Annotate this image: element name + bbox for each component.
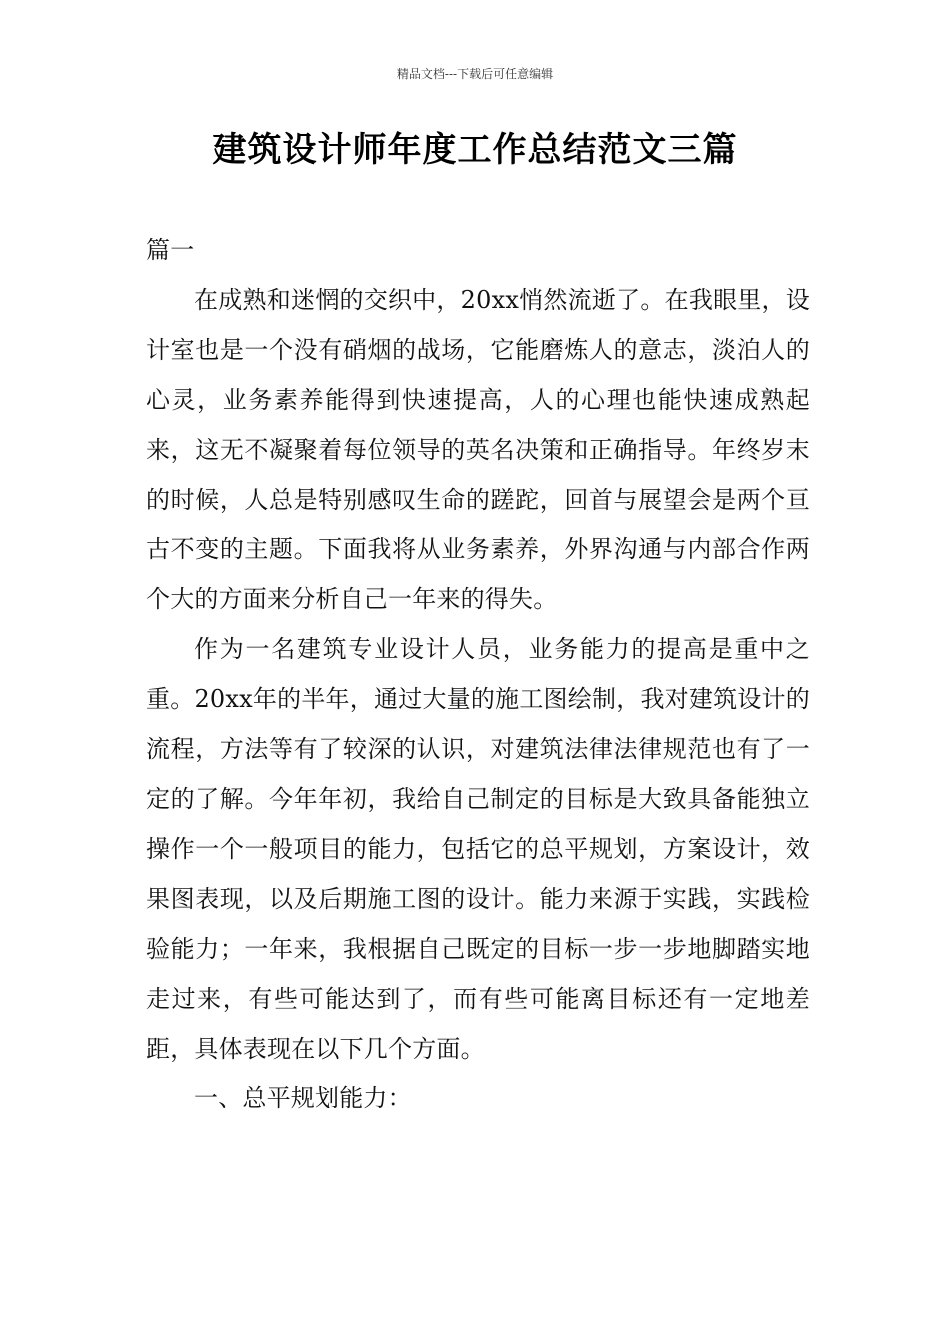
paragraph-1: 在成熟和迷惘的交织中，20xx悄然流逝了。在我眼里，设计室也是一个没有硝烟的战场，它能磨炼人的意志，淡泊人的心灵，业务素养能得到快速提高，人的心理也能快速成熟起来，这无不凝聚着每位领导的英名决策和正确指导。年终岁末的时候，人总是特别感叹生命的蹉跎，回首与展望会是两个亘古不变的主题。下面我将从业务素养，外界沟通与内部合作两个大的方面来分析自己一年来的得失。 bbox=[146, 285, 810, 614]
subheading: 一、总平规划能力： bbox=[194, 1084, 412, 1113]
section-label: 篇一 bbox=[146, 236, 195, 264]
paragraph-2: 作为一名建筑专业设计人员，业务能力的提高是重中之重。20xx年的半年，通过大量的施工图绘制，我对建筑设计的流程，方法等有了较深的认识，对建筑法律法律规范也有了一定的了解。今年年初，我给自己制定的目标是大致具备能独立操作一个一般项目的能力，包括它的总平规划，方案设计，效果图表现，以及后期施工图的设计。能力来源于实践，实践检验能力；一年来，我根据自己既定的目标一步一步地脚踏实地走过来，有些可能达到了，而有些可能离目标还有一定地差距，具体表现在以下几个方面。 bbox=[146, 635, 810, 1063]
header-note: 精品文档---下载后可任意编辑 bbox=[396, 67, 554, 81]
document-body bbox=[146, 226, 810, 1124]
page-title: 建筑设计师年度工作总结范文三篇 bbox=[212, 130, 738, 170]
